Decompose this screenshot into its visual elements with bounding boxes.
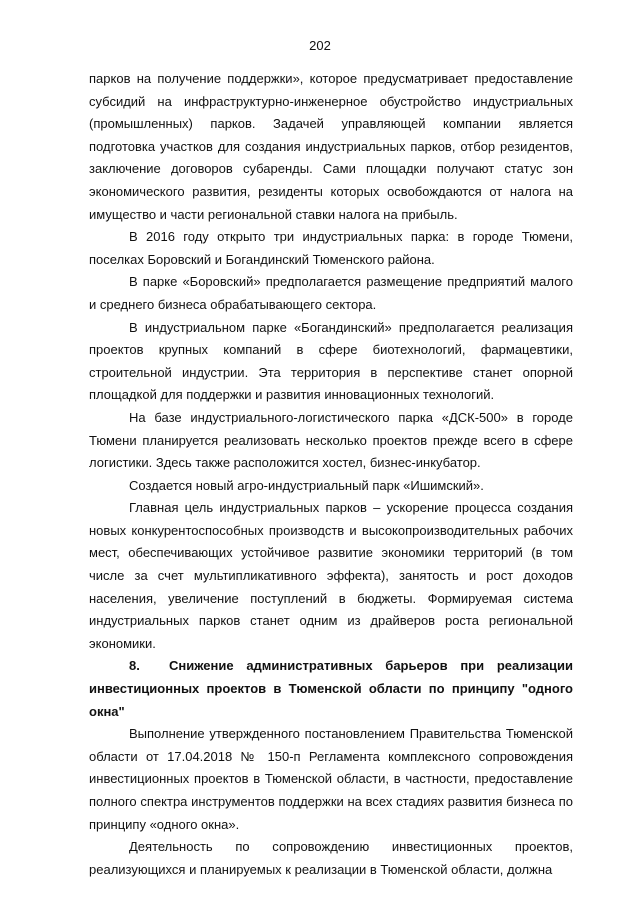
section-heading	[89, 655, 573, 723]
paragraph-continuation: парков на получение поддержки», которое предусматривает предоставление субсидий на инфраструктурно-инженерное обустройство индустриальных (промышленных) парков. Задачей управляющей компании является подготовка участков для создания индустриальных парков, отбор резидентов, заключение договоров субаренды. Сами площадки получают статус зон экономического развития, резиденты которых освобождаются от налога на имущество и части региональной ставки налога на прибыль.	[89, 71, 573, 222]
paragraph-activity: Деятельность по сопровождению инвестиционных проектов, реализующихся и планируемых к реализации в Тюменской области, должна	[89, 839, 573, 877]
section-number: 8.	[129, 658, 140, 674]
paragraph-ishimsky-park: Создается новый агро-индустриальный парк «Ишимский».	[129, 477, 484, 493]
paragraph-regulation: Выполнение утвержденного постановлением Правительства Тюменской области от 17.04.2018 № 150-п Регламента комплексного сопровождения инвестиционных проектов в Тюменской области, в частности, предоставление полного спектра инструментов поддержки на всех стадиях развития бизнеса по принципу «одного окна».	[89, 726, 573, 832]
page-number: 202	[309, 38, 331, 53]
paragraph-borovsky-park: В парке «Боровский» предполагается размещение предприятий малого и среднего бизнеса обрабатывающего сектора.	[89, 274, 573, 312]
paragraph-bogandinsky-park: В индустриальном парке «Богандинский» предполагается реализация проектов крупных компаний в сфере биотехнологий, фармацевтики, строительной индустрии. Эта территория в перспективе станет опорной площадкой для поддержки и развития инновационных технологий.	[89, 319, 573, 403]
paragraph-main-goal: Главная цель индустриальных парков – ускорение процесса создания новых конкурентоспособных производств и высокопроизводительных рабочих мест, обеспечивающих устойчивое развитие экономики территорий (в том числе за счет мультипликативного эффекта), занятость и рост доходов населения, увеличение поступлений в бюджеты. Формируемая система индустриальных парков станет одним из драйверов роста региональной экономики.	[89, 500, 573, 651]
body-text	[89, 68, 573, 881]
paragraph-parks-2016: В 2016 году открыто три индустриальных парка: в городе Тюмени, поселках Боровский и Богандинский Тюменского района.	[89, 229, 573, 267]
section-title: Снижение административных барьеров при реализации инвестиционных проектов в Тюменской области по принципу "одного окна"	[89, 658, 573, 719]
paragraph-dsk-500-park: На базе индустриального-логистического парка «ДСК-500» в городе Тюмени планируется реализовать несколько проектов прежде всего в сфере логистики. Здесь также расположится хостел, бизнес-инкубатор.	[89, 409, 573, 471]
